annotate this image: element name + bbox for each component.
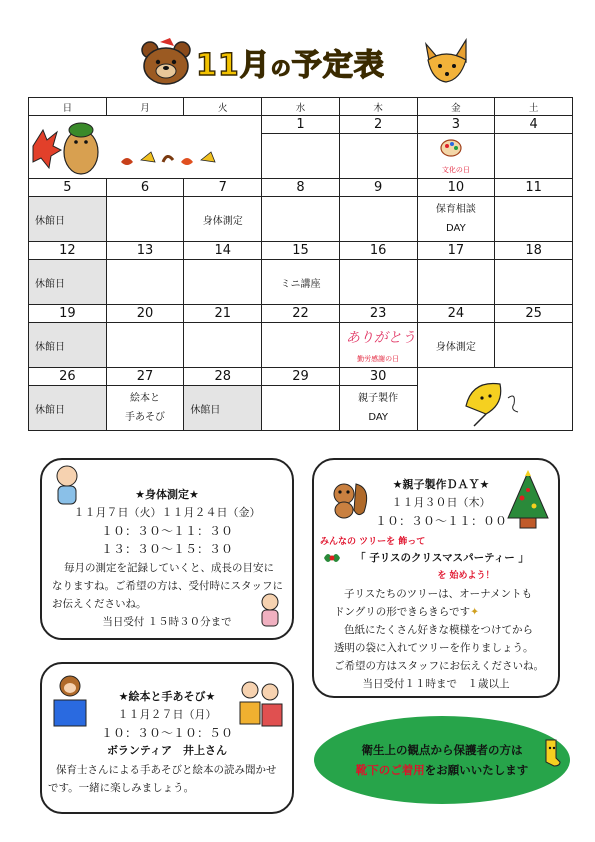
notice-rest: をお願いいたします	[424, 763, 529, 777]
bear-icon	[140, 38, 192, 86]
event-12: 休館日	[29, 260, 107, 305]
event-25	[495, 323, 573, 368]
week3-event-row	[29, 260, 573, 305]
date-21: 21	[184, 305, 262, 323]
event-19: 休館日	[29, 323, 107, 368]
date-24: 24	[417, 305, 495, 323]
event-17	[417, 260, 495, 305]
date-14: 14	[184, 242, 262, 260]
event-10-line2: DAY	[446, 223, 466, 234]
measure-note: 当日受付 １５時３０分まで	[102, 616, 232, 628]
craft-p2	[314, 604, 558, 619]
event-1	[262, 134, 340, 179]
weekday-tue: 火	[184, 98, 262, 116]
event-27-line2: 手あそび	[125, 412, 166, 423]
weekday-mon: 月	[106, 98, 184, 116]
event-21	[184, 323, 262, 368]
date-1: 1	[262, 116, 340, 134]
date-3: 3	[417, 116, 495, 134]
craft-catch1: みんなの ツリーを 飾って	[320, 537, 426, 547]
craft-p2-text: ドングリの形できらきらです	[334, 606, 471, 618]
measure-box	[40, 458, 294, 640]
date-17: 17	[417, 242, 495, 260]
measure-time1: １０：３０〜１１：３０	[100, 524, 233, 538]
weekday-fri: 金	[417, 98, 495, 116]
date-23: 23	[339, 305, 417, 323]
craft-p5: ご希望の方はスタッフにお伝えくださいね。	[334, 660, 544, 672]
date-20: 20	[106, 305, 184, 323]
event-10	[417, 197, 495, 242]
event-15: ミニ講座	[262, 260, 340, 305]
weekday-thu: 木	[339, 98, 417, 116]
sparkle-icon: ✦	[470, 606, 479, 618]
week2-number-row	[29, 179, 573, 197]
date-16: 16	[339, 242, 417, 260]
palette-icon	[440, 137, 462, 159]
craft-box	[312, 458, 560, 698]
picture-date: １１月２７日（月）	[117, 708, 217, 721]
event-9	[339, 197, 417, 242]
ginkgo-leaf-icon	[456, 376, 556, 431]
weekday-wed: 水	[262, 98, 340, 116]
event-10-line1: 保育相談	[435, 204, 476, 215]
measure-title: ★身体測定★	[135, 488, 199, 501]
craft-title: ★親子製作ＤＡＹ★	[392, 478, 490, 491]
event-30	[339, 386, 417, 431]
date-25: 25	[495, 305, 573, 323]
event-4	[495, 134, 573, 179]
picture-book-box	[40, 662, 294, 814]
measure-p1: 毎月の測定を記録していくと、成長の目安に	[64, 562, 274, 574]
event-28: 休館日	[184, 386, 262, 431]
event-5: 休館日	[29, 197, 107, 242]
event-27-line1: 絵本と	[130, 393, 161, 404]
event-18	[495, 260, 573, 305]
week1-number-row	[29, 116, 573, 134]
event-8	[262, 197, 340, 242]
picture-time: １０：３０〜１０：５０	[100, 726, 233, 740]
ginkgo-illustration	[417, 368, 572, 431]
weekday-sun: 日	[29, 98, 107, 116]
date-11: 11	[495, 179, 573, 197]
event-7: 身体測定	[184, 197, 262, 242]
date-27: 27	[106, 368, 184, 386]
holiday-label: 文化の日	[441, 166, 470, 174]
weekday-sat: 土	[495, 98, 573, 116]
date-8: 8	[262, 179, 340, 197]
date-19: 19	[29, 305, 107, 323]
craft-p4: 透明の袋に入れてツリーを作りましょう。	[334, 642, 534, 654]
date-7: 7	[184, 179, 262, 197]
craft-catch3: を 始めよう！	[437, 571, 495, 581]
picture-title: ★絵本と手あそび★	[118, 690, 216, 703]
date-6: 6	[106, 179, 184, 197]
arigatou-text: ありがとう	[345, 330, 416, 346]
event-27	[106, 386, 184, 431]
event-16	[339, 260, 417, 305]
craft-p3: 色紙にたくさん好きな模様をつけてから	[344, 624, 533, 636]
event-11	[495, 197, 573, 242]
sock-icon	[542, 738, 562, 768]
child-icon	[256, 592, 284, 628]
event-30-line1: 親子製作	[358, 393, 399, 404]
event-14	[184, 260, 262, 305]
title-text: 11月の予定表	[196, 48, 385, 83]
notice-red: 靴下のご着用	[355, 763, 425, 777]
picture-p2: です。一緒に楽しみましょう。	[48, 782, 195, 794]
children-reading-icon	[236, 678, 286, 730]
measure-p2: なりますね。ご希望の方は、受付時にスタッフに	[52, 580, 283, 592]
week3-number-row	[29, 242, 573, 260]
event-26: 休館日	[29, 386, 107, 431]
date-12: 12	[29, 242, 107, 260]
fox-icon	[420, 36, 472, 86]
date-26: 26	[29, 368, 107, 386]
labor-label: 勤労感謝の日	[357, 355, 400, 363]
page-title	[140, 36, 470, 88]
date-13: 13	[106, 242, 184, 260]
picture-volunteer: ボランティア 井上さん	[106, 744, 228, 757]
craft-date: １１月３０日（木）	[391, 496, 491, 509]
autumn-illustration	[29, 116, 262, 179]
event-23	[339, 323, 417, 368]
date-9: 9	[339, 179, 417, 197]
date-30: 30	[339, 368, 417, 386]
date-22: 22	[262, 305, 340, 323]
event-20	[106, 323, 184, 368]
date-4: 4	[495, 116, 573, 134]
notice-line1: 衛生上の観点から保護者の方は	[361, 743, 523, 757]
event-13	[106, 260, 184, 305]
date-15: 15	[262, 242, 340, 260]
calendar-table	[28, 97, 573, 431]
event-22	[262, 323, 340, 368]
measure-dates: １１月７日（火）１１月２４日（金）	[73, 506, 261, 519]
event-6	[106, 197, 184, 242]
event-3	[417, 134, 495, 179]
craft-p1: 子リスたちのツリーは、オーナメントも	[344, 588, 533, 600]
week4-event-row	[29, 323, 573, 368]
week2-event-row	[29, 197, 573, 242]
autumn-leaves-icon	[29, 116, 259, 176]
notice-line2	[314, 762, 570, 778]
craft-catch2: 「 子リスのクリスマスパーティー 」	[355, 552, 529, 564]
date-2: 2	[339, 116, 417, 134]
date-5: 5	[29, 179, 107, 197]
date-10: 10	[417, 179, 495, 197]
week5-number-row	[29, 368, 573, 386]
craft-time: １０：３０〜１１：００	[374, 514, 507, 528]
date-28: 28	[184, 368, 262, 386]
event-29	[262, 386, 340, 431]
measure-time2: １３：３０〜１５：３０	[100, 542, 233, 556]
picture-p1: 保育士さんによる手あそびと絵本の読み聞かせ	[56, 764, 277, 776]
event-2	[339, 134, 417, 179]
event-24: 身体測定	[417, 323, 495, 368]
weekday-header-row	[29, 98, 573, 116]
date-29: 29	[262, 368, 340, 386]
socks-notice	[314, 716, 570, 804]
craft-note: 当日受付１１時まで １歳以上	[362, 678, 510, 690]
week4-number-row	[29, 305, 573, 323]
date-18: 18	[495, 242, 573, 260]
measure-p3: お伝えくださいね。	[52, 598, 147, 610]
christmas-tree-icon	[504, 470, 552, 530]
event-30-line2: DAY	[368, 412, 389, 423]
